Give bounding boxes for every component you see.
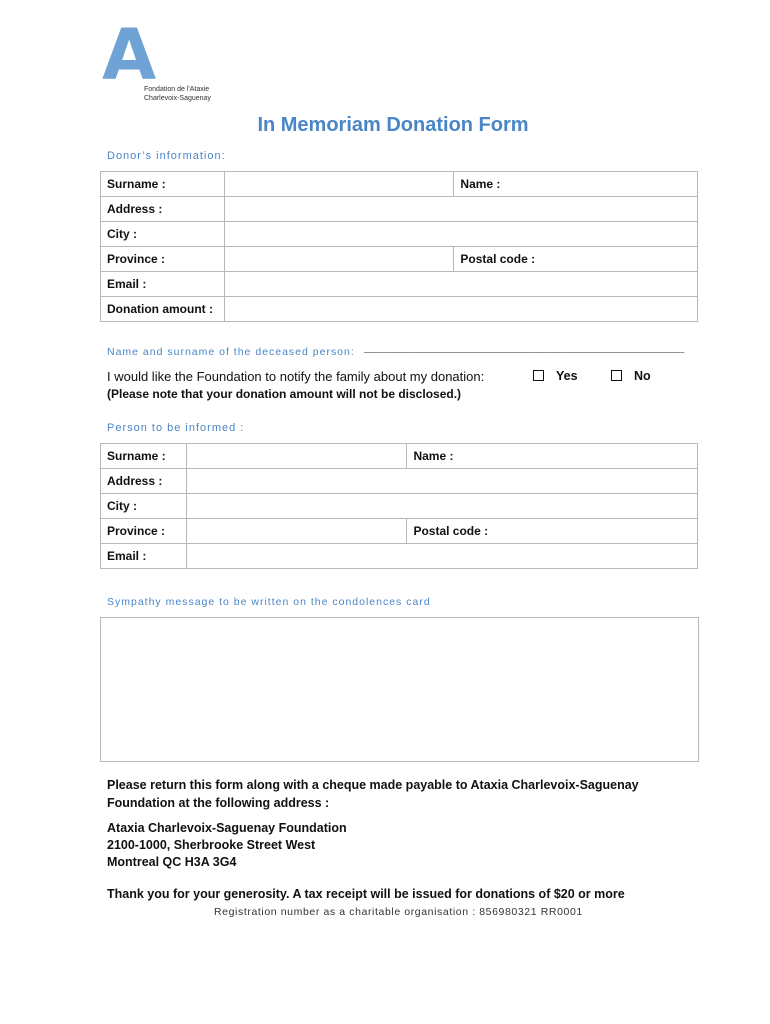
table-row	[101, 544, 698, 569]
return-instructions-line2: Foundation at the following address :	[107, 796, 330, 810]
no-option[interactable]	[611, 369, 651, 383]
email-label: Email :	[101, 272, 225, 297]
deceased-label: Name and surname of the deceased person:	[107, 346, 355, 358]
name-label: Name :	[460, 177, 501, 191]
notify-text: I would like the Foundation to notify the family about my donation:	[107, 369, 485, 384]
table-row	[101, 444, 698, 469]
donor-postal-field[interactable]	[454, 247, 698, 272]
logo-letter: A	[102, 14, 157, 96]
postal-label: Postal code :	[413, 524, 489, 538]
province-label: Province :	[101, 519, 187, 544]
surname-label: Surname :	[101, 172, 225, 197]
donor-email-field[interactable]	[224, 272, 697, 297]
informed-province-field[interactable]	[186, 519, 407, 544]
city-label: City :	[101, 222, 225, 247]
table-row	[101, 197, 698, 222]
thank-you-text: Thank you for your generosity. A tax receipt will be issued for donations of $20 or more	[107, 887, 625, 901]
postal-label: Postal code :	[460, 252, 536, 266]
address-line2: 2100-1000, Sherbrooke Street West	[107, 838, 316, 852]
no-label: No	[634, 369, 651, 383]
return-instructions-line1: Please return this form along with a cheque made payable to Ataxia Charlevoix-Saguenay	[107, 778, 639, 792]
table-row	[101, 297, 698, 322]
table-row	[101, 519, 698, 544]
donation-amount-field[interactable]	[224, 297, 697, 322]
donor-address-field[interactable]	[224, 197, 697, 222]
email-label: Email :	[101, 544, 187, 569]
table-row	[101, 222, 698, 247]
donor-name-field[interactable]	[454, 172, 698, 197]
sympathy-message-box[interactable]	[100, 617, 699, 762]
informed-postal-field[interactable]	[407, 519, 698, 544]
yes-checkbox[interactable]	[533, 370, 544, 381]
amount-label: Donation amount :	[101, 297, 225, 322]
address-line1: Ataxia Charlevoix-Saguenay Foundation	[107, 821, 347, 835]
donor-surname-field[interactable]	[224, 172, 453, 197]
donor-city-field[interactable]	[224, 222, 697, 247]
page-title: In Memoriam Donation Form	[257, 114, 529, 136]
informed-address-field[interactable]	[186, 469, 697, 494]
donor-section-heading: Donor’s information:	[107, 150, 226, 162]
table-row	[101, 469, 698, 494]
donor-province-field[interactable]	[224, 247, 453, 272]
deceased-name-line[interactable]: ________________________________________________	[364, 340, 685, 354]
registration-number: Registration number as a charitable organisation : 856980321 RR0001	[214, 906, 583, 918]
notify-note: (Please note that your donation amount will not be disclosed.)	[107, 387, 462, 401]
informed-email-field[interactable]	[186, 544, 697, 569]
no-checkbox[interactable]	[611, 370, 622, 381]
foundation-logo	[96, 14, 211, 106]
informed-city-field[interactable]	[186, 494, 697, 519]
province-label: Province :	[101, 247, 225, 272]
name-label: Name :	[413, 449, 454, 463]
address-label: Address :	[101, 197, 225, 222]
yes-label: Yes	[556, 369, 578, 383]
logo-text-line1: Fondation de l'Ataxie	[144, 86, 210, 93]
table-row	[101, 494, 698, 519]
logo-text-line2: Charlevoix-Saguenay	[144, 95, 211, 102]
yes-option[interactable]	[533, 369, 578, 383]
informed-section-heading: Person to be informed :	[107, 422, 245, 434]
city-label: City :	[101, 494, 187, 519]
table-row	[101, 272, 698, 297]
informed-info-table	[100, 443, 698, 569]
surname-label: Surname :	[101, 444, 187, 469]
sympathy-heading: Sympathy message to be written on the condolences card	[107, 596, 431, 608]
informed-name-field[interactable]	[407, 444, 698, 469]
address-line3: Montreal QC H3A 3G4	[107, 855, 237, 869]
table-row	[101, 247, 698, 272]
donor-info-table	[100, 171, 698, 322]
table-row	[101, 172, 698, 197]
informed-surname-field[interactable]	[186, 444, 407, 469]
address-label: Address :	[101, 469, 187, 494]
